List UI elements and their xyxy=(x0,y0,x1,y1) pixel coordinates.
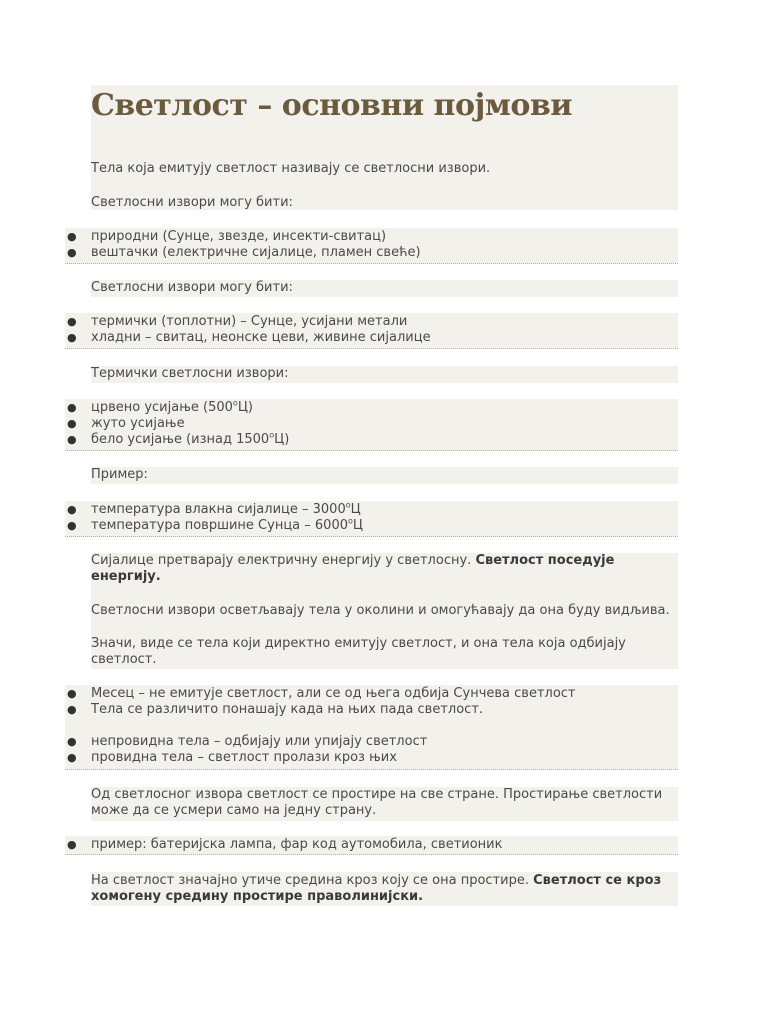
intro-text: Тела која емитују светлост називају се светлосни извори. xyxy=(91,161,491,176)
thermal-heading: Термички светлосни извори: xyxy=(91,366,289,381)
spread-paragraph: Од светлосног извора светлост се простире на све стране. Простирање светлости може да се усмери само на једну страну. xyxy=(91,787,663,818)
list-item: ● температура влакна сијалице – 3000$^o$Ц xyxy=(67,500,361,517)
list-item: ● температура површине Сунца – 6000$^o$Ц xyxy=(67,516,363,533)
seen-paragraph: Значи, виде се тела који директно емитују светлост, и она тела која одбијају светлост. xyxy=(91,636,626,667)
sources-heading-2: Светлосни извори могу бити: xyxy=(91,280,293,295)
page-title: Светлост – основни појмови xyxy=(91,88,573,123)
list-natural-artificial xyxy=(65,228,678,264)
list-thermal-cold xyxy=(65,313,678,349)
list-item: ● вештачки (електричне сијалице, пламен свеће) xyxy=(67,245,421,260)
list-item: ● термички (топлотни) – Сунце, усијани метали xyxy=(67,314,408,329)
list-item: ● пример: батеријска лампа, фар код аутомобила, светионик xyxy=(67,837,503,852)
sources-heading-1: Светлосни извори могу бити: xyxy=(91,195,293,210)
list-example-lamp xyxy=(65,836,678,855)
list-moon-bodies xyxy=(65,685,678,770)
list-item: ● провидна тела – светлост пролази кроз њих xyxy=(67,750,397,765)
list-item: ● природни (Сунце, звезде, инсекти-свитац) xyxy=(67,229,387,244)
list-item: ● црвено усијање (500$^o$Ц) xyxy=(67,398,253,415)
illuminate-paragraph: Светлосни извори осветљавају тела у околини и омогућавају да она буду видљива. xyxy=(91,603,670,618)
list-glow xyxy=(65,399,678,451)
list-item: ● хладни – свитац, неонске цеви, живине сијалице xyxy=(67,330,431,345)
medium-paragraph: На светлост значајно утиче средина кроз коју се она простире. Светлост се кроз хомогену средину простире праволинијски. xyxy=(91,873,662,904)
list-temperatures xyxy=(65,501,678,537)
bulbs-paragraph: Сијалице претварају електричну енергију у светлосну. Светлост поседује енергију. xyxy=(91,553,615,584)
example-heading: Пример: xyxy=(91,467,148,482)
list-item: ● Месец – не емитује светлост, али се од њега одбија Сунчева светлост xyxy=(67,686,576,701)
list-item: ● Тела се различито понашају када на њих пада светлост. xyxy=(67,702,484,717)
list-item: ● бело усијање (изнад 1500$^o$Ц) xyxy=(67,430,290,447)
list-item: ● непровидна тела – одбијају или упијају светлост xyxy=(67,734,428,749)
list-item: ● жуто усијање xyxy=(67,416,185,431)
